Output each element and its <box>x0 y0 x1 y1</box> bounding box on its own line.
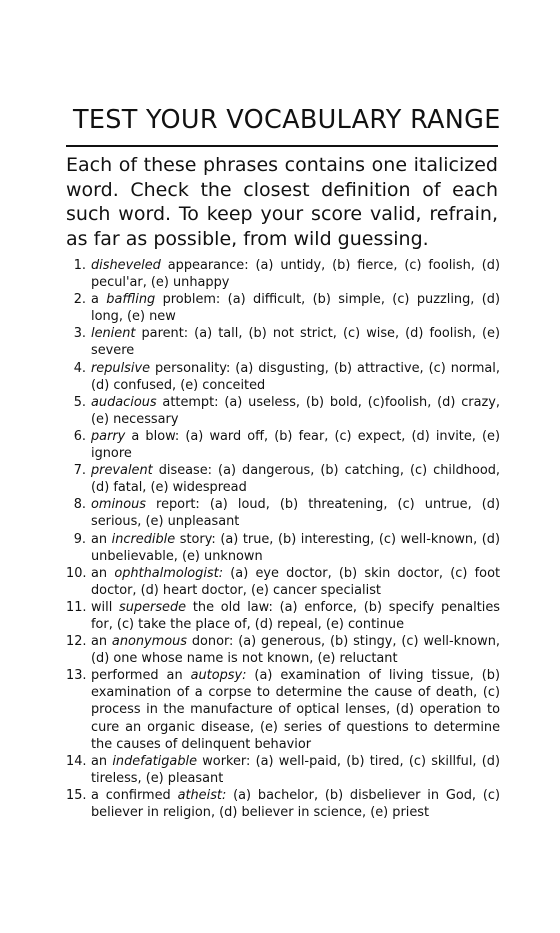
question-number: 5. <box>73 394 86 410</box>
question-number: 12. <box>66 634 87 650</box>
question-item <box>66 667 500 752</box>
answer-choices: attempt: (a) useless, (b) bold, (c)foolish, (d) crazy, (e) necessary <box>91 394 500 427</box>
italic-vocabulary-word: supersede <box>119 599 187 615</box>
question-number: 8. <box>73 497 86 513</box>
question-item <box>66 787 500 821</box>
answer-choices: disease: (a) dangerous, (b) catching, (c) childhood, (d) fatal, (e) widespread <box>91 463 500 496</box>
question-number: 4. <box>73 360 86 376</box>
phrase-lead: a confirmed <box>91 787 178 803</box>
answer-choices: personality: (a) disgusting, (b) attractive, (c) normal, (d) confused, (e) conceited <box>91 360 500 393</box>
italic-vocabulary-word: disheveled <box>91 258 161 273</box>
question-item <box>66 565 500 599</box>
question-item <box>66 291 500 325</box>
question-number: 6. <box>73 428 86 444</box>
italic-vocabulary-word: incredible <box>111 531 176 547</box>
question-item <box>66 496 500 530</box>
question-number: 15. <box>66 787 87 803</box>
question-number: 7. <box>73 463 86 479</box>
italic-vocabulary-word: baffling <box>106 292 156 308</box>
page-title: TEST YOUR VOCABULARY RANGE <box>73 105 501 135</box>
italic-vocabulary-word: lenient <box>91 326 136 342</box>
italic-vocabulary-word: repulsive <box>91 360 151 376</box>
answer-choices: parent: (a) tall, (b) not strict, (c) wise, (d) foolish, (e) severe <box>91 326 500 359</box>
question-number: 10. <box>66 565 87 581</box>
question-item <box>66 360 500 394</box>
answer-choices: (a) eye doctor, (b) skin doctor, (c) foot doctor, (d) heart doctor, (e) cancer specialist <box>91 565 501 598</box>
answer-choices: problem: (a) difficult, (b) simple, (c) puzzling, (d) long, (e) new <box>91 292 500 325</box>
instructions-paragraph: Each of these phrases contains one italicized word. Check the closest definition of each such word. To keep your score valid, refrain, as far as possible, from wild guessing. <box>66 154 498 250</box>
question-number: 1. <box>73 258 86 273</box>
answer-choices: (a) examination of living tissue, (b) examination of a corpse to determine the cause of death, (c) process in the manufacture of optical lenses, (d) operation to cure an organic disease, (e) series of questions to determine the causes of delinquent behavior <box>91 668 500 752</box>
answer-choices: the old law: (a) enforce, (b) specify penalties for, (c) take the place of, (d) repeal, (e) continue <box>91 599 500 632</box>
answer-choices: report: (a) loud, (b) threatening, (c) untrue, (d) serious, (e) unpleasant <box>91 497 500 530</box>
answer-choices: story: (a) true, (b) interesting, (c) well-known, (d) unbelievable, (e) unknown <box>91 531 501 564</box>
italic-vocabulary-word: audacious <box>91 394 157 410</box>
question-number: 2. <box>73 292 86 308</box>
answer-choices: a blow: (a) ward off, (b) fear, (c) expect, (d) invite, (e) ignore <box>91 428 500 462</box>
answer-choices: worker: (a) well-paid, (b) tired, (c) skillful, (d) tireless, (e) pleasant <box>91 753 500 786</box>
phrase-lead: an <box>91 565 115 581</box>
answer-choices: donor: (a) generous, (b) stingy, (c) well-known, (d) one whose name is not known, (e) reluctant <box>91 634 500 667</box>
answer-choices: appearance: (a) untidy, (b) fierce, (c) foolish, (d) pecul'ar, (e) unhappy <box>91 258 500 291</box>
phrase-lead: an <box>91 753 113 769</box>
question-item <box>66 428 500 462</box>
question-item <box>66 753 500 787</box>
italic-vocabulary-word: prevalent <box>91 463 153 479</box>
phrase-lead: a <box>91 292 107 308</box>
italic-vocabulary-word: parry <box>91 428 126 444</box>
italic-vocabulary-word: anonymous <box>111 634 188 650</box>
italic-vocabulary-word: ophthalmologist: <box>114 565 224 581</box>
italic-vocabulary-word: atheist: <box>177 787 227 803</box>
question-item <box>66 325 500 359</box>
phrase-lead: an <box>91 634 112 650</box>
question-number: 9. <box>73 531 86 547</box>
italic-vocabulary-word: indefatigable <box>112 753 198 769</box>
question-item <box>66 462 500 496</box>
question-number: 14. <box>66 753 87 769</box>
answer-choices: (a) bachelor, (b) disbeliever in God, (c) believer in religion, (d) believer in science, (e) priest <box>91 787 500 820</box>
question-item <box>66 394 500 428</box>
question-number: 11. <box>66 599 87 615</box>
phrase-lead: an <box>91 531 112 547</box>
question-number: 13. <box>66 668 87 684</box>
question-list <box>66 257 500 821</box>
question-item <box>66 257 500 291</box>
question-item <box>66 633 500 667</box>
phrase-lead: will <box>91 599 120 615</box>
phrase-lead: performed an <box>91 668 191 684</box>
italic-vocabulary-word: ominous <box>91 497 146 513</box>
question-item <box>66 531 500 565</box>
question-number: 3. <box>73 326 86 342</box>
title-divider <box>66 145 498 147</box>
italic-vocabulary-word: autopsy: <box>190 668 247 684</box>
question-item <box>66 599 500 633</box>
